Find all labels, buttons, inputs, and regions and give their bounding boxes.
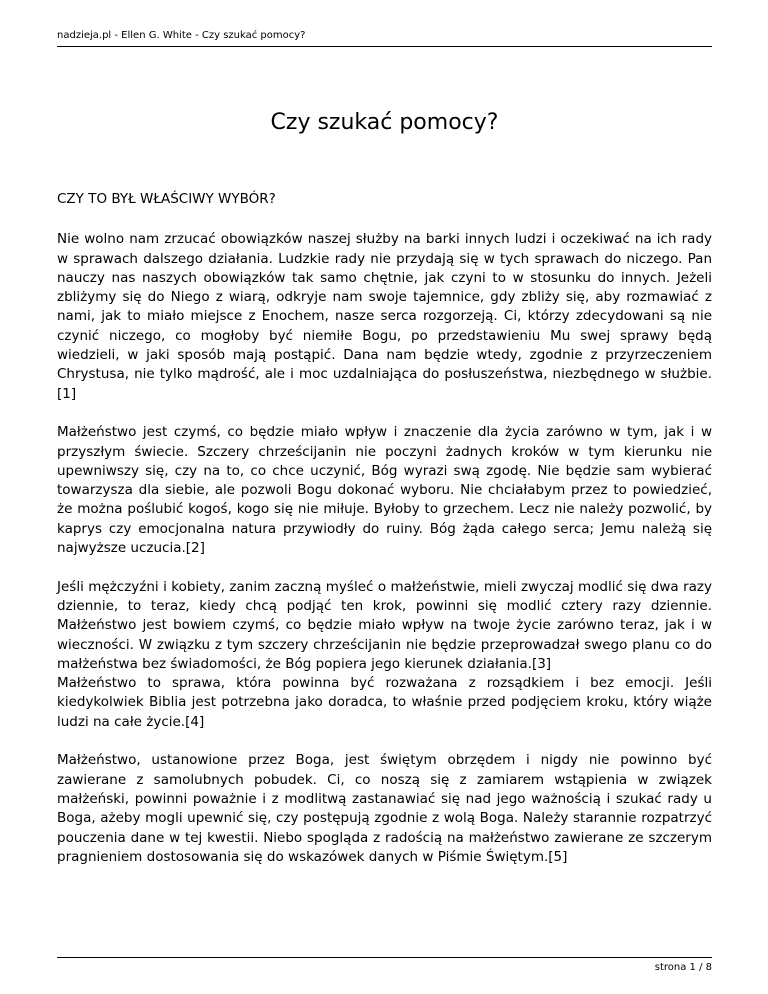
header-divider <box>57 46 712 47</box>
section-heading: CZY TO BYŁ WŁAŚCIWY WYBÓR? <box>57 191 276 207</box>
document-body <box>57 190 712 886</box>
page-title: Czy szukać pomocy? <box>270 110 499 135</box>
paragraph-4: Małżeństwo to sprawa, która powinna być rozważana z rozsądkiem i bez emocji. Jeśli kiedykolwiek Biblia jest potrzebna jako doradca, to właśnie przed podjęciem kroku, który wiąże ludzi na całe życie.[4] <box>57 675 712 730</box>
paragraph-1: Nie wolno nam zrzucać obowiązków naszej służby na barki innych ludzi i oczekiwać na ich rady w sprawach dalszego działania. Ludzkie rady nie przydają się w tych sprawach do niczego. Pan nauczy nas naszych obowiązków tak samo chętnie, jak czyni to w stosunku do innych. Jeżeli zbliżymy się do Niego z wiarą, odkryje nam swoje tajemnice, gdy zbliży się, aby rozmawiać z nami, jak to miało miejsce z Enochem, nasze serca rozgorzeją. Ci, którzy zdecydowani są nie czynić niczego, co mogłoby być niemiłe Bogu, po przedstawieniu Mu swej sprawy będą wiedzieli, w jaki sposób mają postąpić. Dana nam będzie wtedy, zgodnie z przyrzeczeniem Chrystusa, nie tylko mądrość, ale i moc uzdalniająca do posłuszeństwa, niezbędnego w służbie.[1] <box>57 231 712 402</box>
page-number: strona 1 / 8 <box>654 962 712 973</box>
running-header: nadzieja.pl - Ellen G. White - Czy szukać pomocy? <box>57 30 306 41</box>
paragraph-3: Jeśli mężczyźni i kobiety, zanim zaczną myśleć o małżeństwie, mieli zwyczaj modlić się dwa razy dziennie, to teraz, kiedy chcą podjąć ten krok, powinni się modlić cztery razy dziennie. Małżeństwo jest bowiem czymś, co będzie miało wpływ na twoje życie zarówno teraz, jak i w wieczności. W związku z tym szczery chrześcijanin nie będzie przeprowadzał swego planu co do małżeństwa bez świadomości, że Bóg popiera jego kierunek działania.[3] <box>57 578 712 672</box>
paragraph-2: Małżeństwo jest czymś, co będzie miało wpływ i znaczenie dla życia zarówno w tym, jak i w przyszłym świecie. Szczery chrześcijanin nie poczyni żadnych kroków w tym kierunku nie upewniwszy się, czy na to, co chce uczynić, Bóg wyrazi swą zgodę. Nie będzie sam wybierać towarzysza dla siebie, ale pozwoli Bogu dokonać wyboru. Nie chciałabym przez to powiedzieć, że można poślubić kogoś, kogo się nie miłuje. Byłoby to grzechem. Lecz nie należy pozwolić, by kaprys czy emocjonalna natura przywiodły do ruiny. Bóg żąda całego serca; Jemu należą się najwyższe uczucia.[2] <box>57 424 712 557</box>
paragraph-5: Małżeństwo, ustanowione przez Boga, jest świętym obrzędem i nigdy nie powinno być zawierane z samolubnych pobudek. Ci, co noszą się z zamiarem wstąpienia w związek małżeński, powinni poważnie i z modlitwą zastanawiać się nad jego ważnością i szukać rady u Boga, ażeby mogli upewnić się, czy postępują zgodnie z wolą Boga. Należy starannie rozpatrzyć pouczenia dane w tej kwestii. Niebo spogląda z radością na małżeństwo zawierane ze szczerym pragnieniem dostosowania się do wskazówek danych w Piśmie Świętym.[5] <box>57 752 712 865</box>
footer-divider <box>57 957 712 958</box>
